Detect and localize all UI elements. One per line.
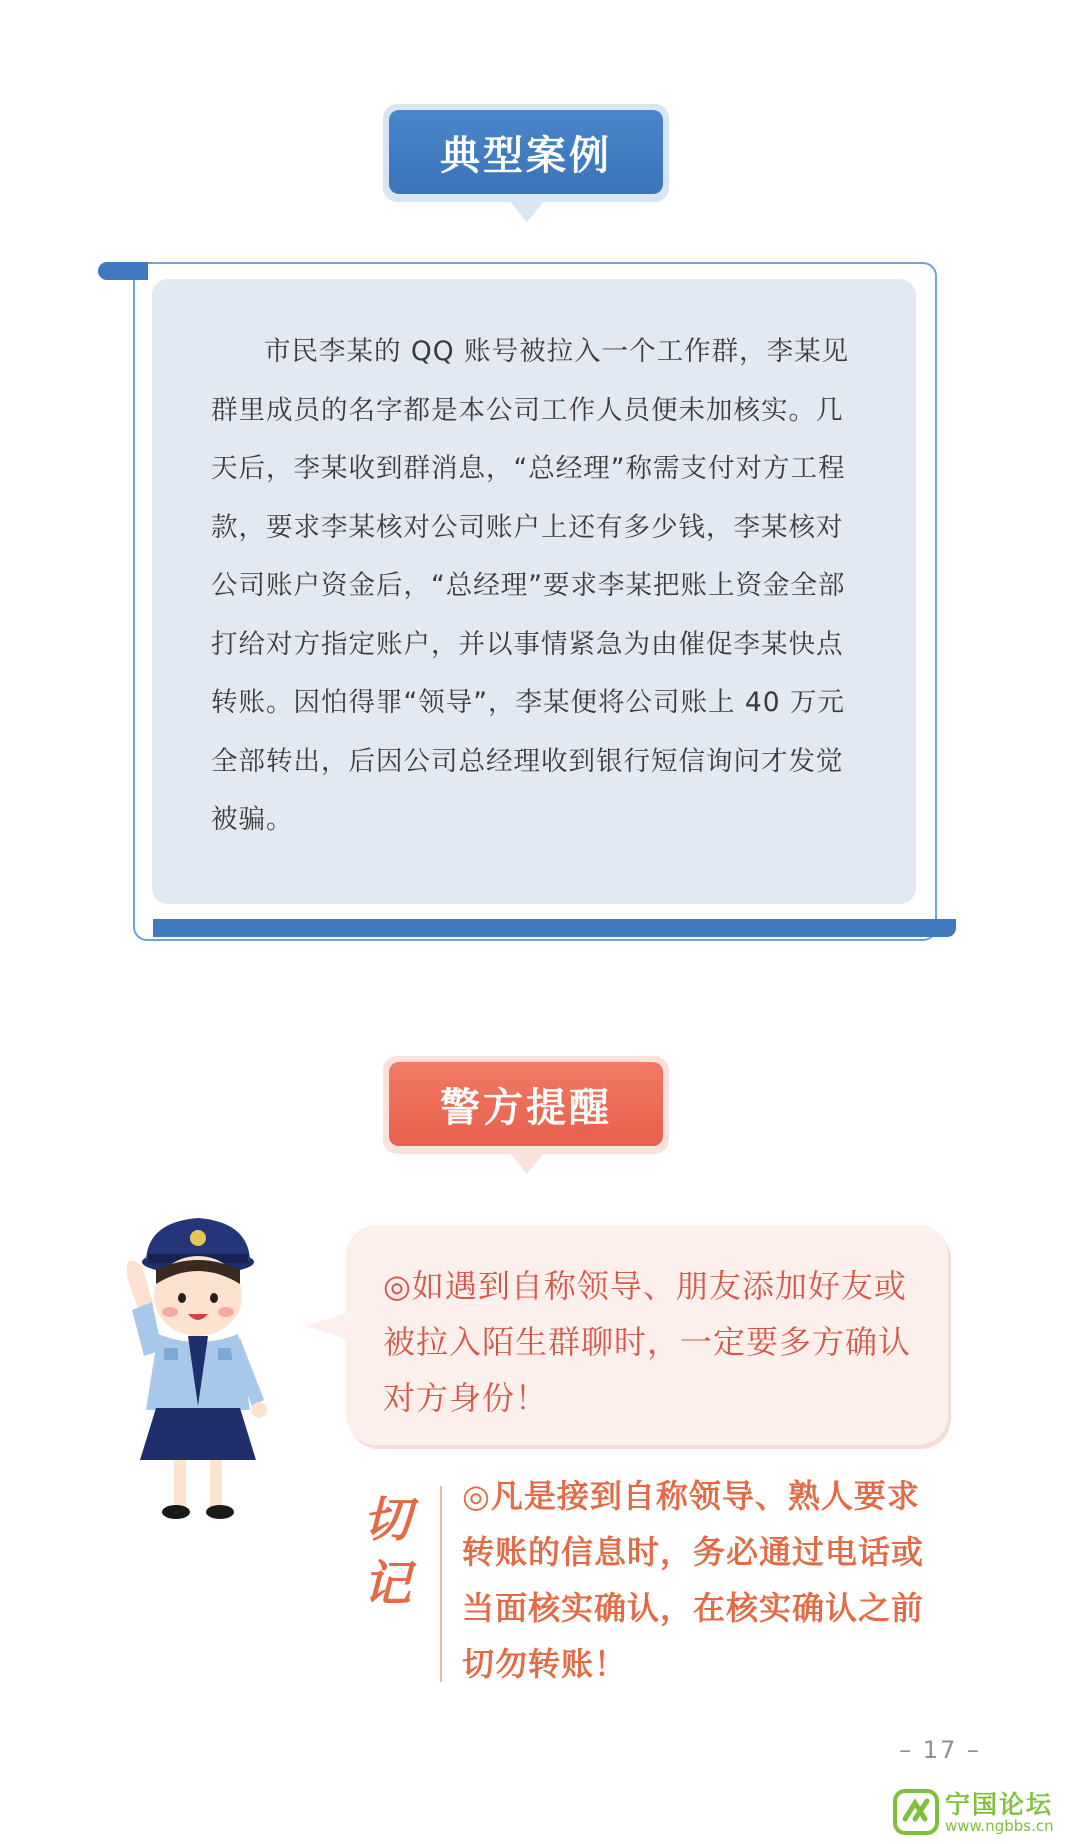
case-heading-badge — [383, 104, 669, 202]
cap-badge-icon — [190, 1230, 206, 1246]
watermark — [893, 1785, 1073, 1841]
badge-pointer — [509, 1152, 545, 1174]
card-accent-bar-bottom — [153, 919, 956, 937]
badge-pointer — [509, 200, 545, 222]
case-paragraph: 市民李某的 QQ 账号被拉入一个工作群，李某见群里成员的名字都是本公司工作人员便未加核实。几天后，李某收到群消息，“总经理”称需支付对方工程款，要求李某核对公司账户上还有多少钱，李某核对公司账户资金后，“总经理”要求李某把账上资金全部打给对方指定账户，并以事情紧急为由催促李某快点转账。因怕得罪“领导”，李某便将公司账上 40 万元全部转出，后因公司总经理收到银行短信询问才发觉被骗。 — [211, 336, 850, 835]
divider — [440, 1486, 442, 1682]
page-number: – 17 – — [899, 1736, 981, 1764]
case-heading: 典型案例 — [389, 110, 663, 194]
warning-tip-text: ◎如遇到自称领导、朋友添加好友或被拉入陌生群聊时，一定要多方确认对方身份！ — [383, 1267, 912, 1417]
police-officer-illustration — [118, 1210, 278, 1530]
speech-bubble-tail — [306, 1312, 350, 1340]
remember-text: ◎凡是接到自称领导、熟人要求转账的信息时，务必通过电话或当面核实确认，在核实确认之前切勿转账！ — [462, 1477, 925, 1683]
watermark-title: 宁国论坛 — [945, 1790, 1054, 1819]
remember-label: 切记 — [362, 1492, 411, 1612]
card-accent-bar-top — [98, 262, 148, 280]
forum-logo-icon — [893, 1789, 939, 1835]
warning-heading-badge — [383, 1056, 669, 1154]
warning-heading: 警方提醒 — [389, 1062, 663, 1146]
watermark-url: www.ngbbs.cn — [945, 1817, 1054, 1835]
